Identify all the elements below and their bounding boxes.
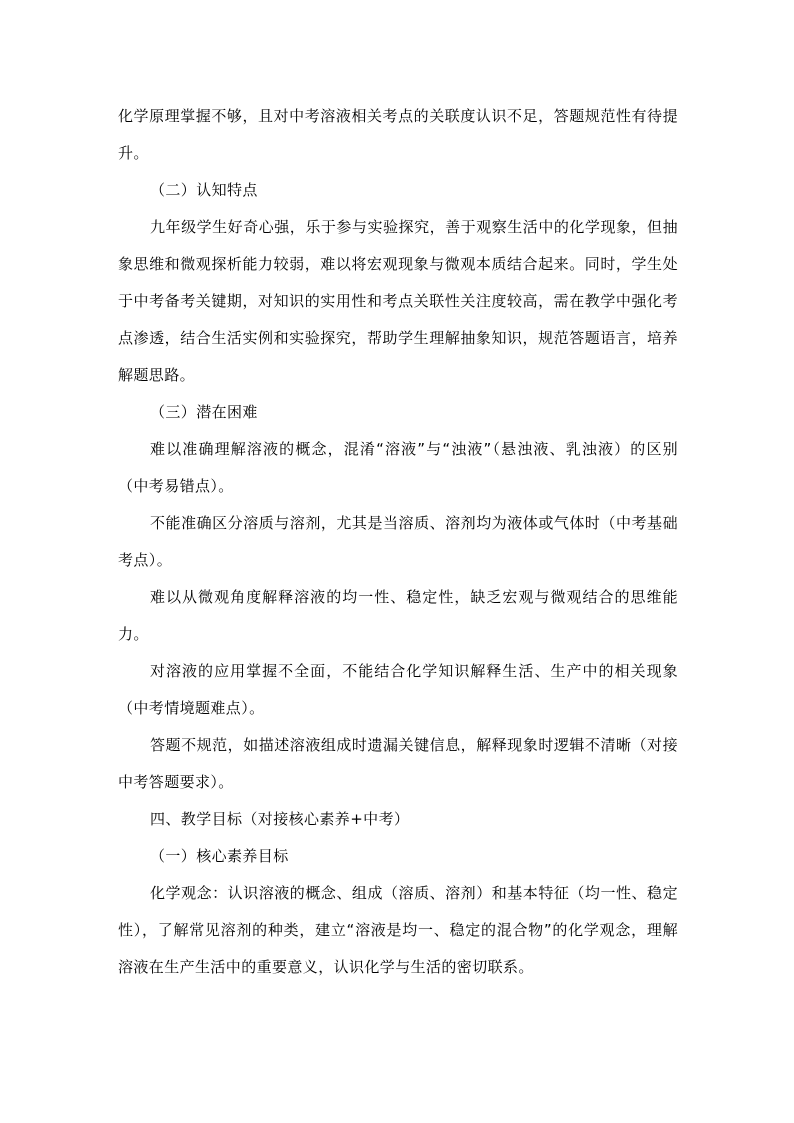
paragraph-cognitive-features: 九年级学生好奇心强，乐于参与实验探究，善于观察生活中的化学现象，但抽象思维和微观探析能力较弱，难以将宏观现象与微观本质结合起来。同时，学生处于中考备考关键期，对知识的实用性和考点关联性关注度较高，需在教学中强化考点渗透，结合生活实例和实验探究，帮助学生理解抽象知识，规范答题语言，培养解题思路。 xyxy=(118,218,678,384)
paragraph-difficulty-microscopic: 难以从微观角度解释溶液的均一性、稳定性，缺乏宏观与微观结合的思维能力。 xyxy=(118,588,678,643)
heading-potential-difficulties: （三）潜在困难 xyxy=(150,403,258,421)
paragraph-difficulty-answering: 答题不规范，如描述溶液组成时遗漏关键信息，解释现象时逻辑不清晰（对接中考答题要求）。 xyxy=(118,736,678,791)
paragraph-chemistry-concept: 化学观念：认识溶液的概念、组成（溶质、溶剂）和基本特征（均一性、稳定性），了解常见溶剂的种类，建立“溶液是均一、稳定的混合物”的化学观念，理解溶液在生产生活中的重要意义，认识化学与生活的密切联系。 xyxy=(118,884,678,976)
heading-cognitive-features: （二）认知特点 xyxy=(150,181,258,199)
paragraph-difficulty-application: 对溶液的应用掌握不全面，不能结合化学知识解释生活、生产中的相关现象（中考情境题难点）。 xyxy=(118,662,678,717)
paragraph-continued-learning-difficulty: 化学原理掌握不够，且对中考溶液相关考点的关联度认识不足，答题规范性有待提升。 xyxy=(118,107,678,162)
heading-core-literacy-objectives: （一）核心素养目标 xyxy=(150,847,289,865)
paragraph-difficulty-solute-solvent: 不能准确区分溶质与溶剂，尤其是当溶质、溶剂均为液体或气体时（中考基础考点）。 xyxy=(118,514,678,569)
paragraph-difficulty-solution-concept: 难以准确理解溶液的概念，混淆“溶液”与“浊液”（悬浊液、乳浊液）的区别（中考易错点）。 xyxy=(118,440,678,495)
document-body xyxy=(118,98,678,986)
heading-teaching-objectives: 四、教学目标（对接核心素养+中考） xyxy=(150,810,410,828)
